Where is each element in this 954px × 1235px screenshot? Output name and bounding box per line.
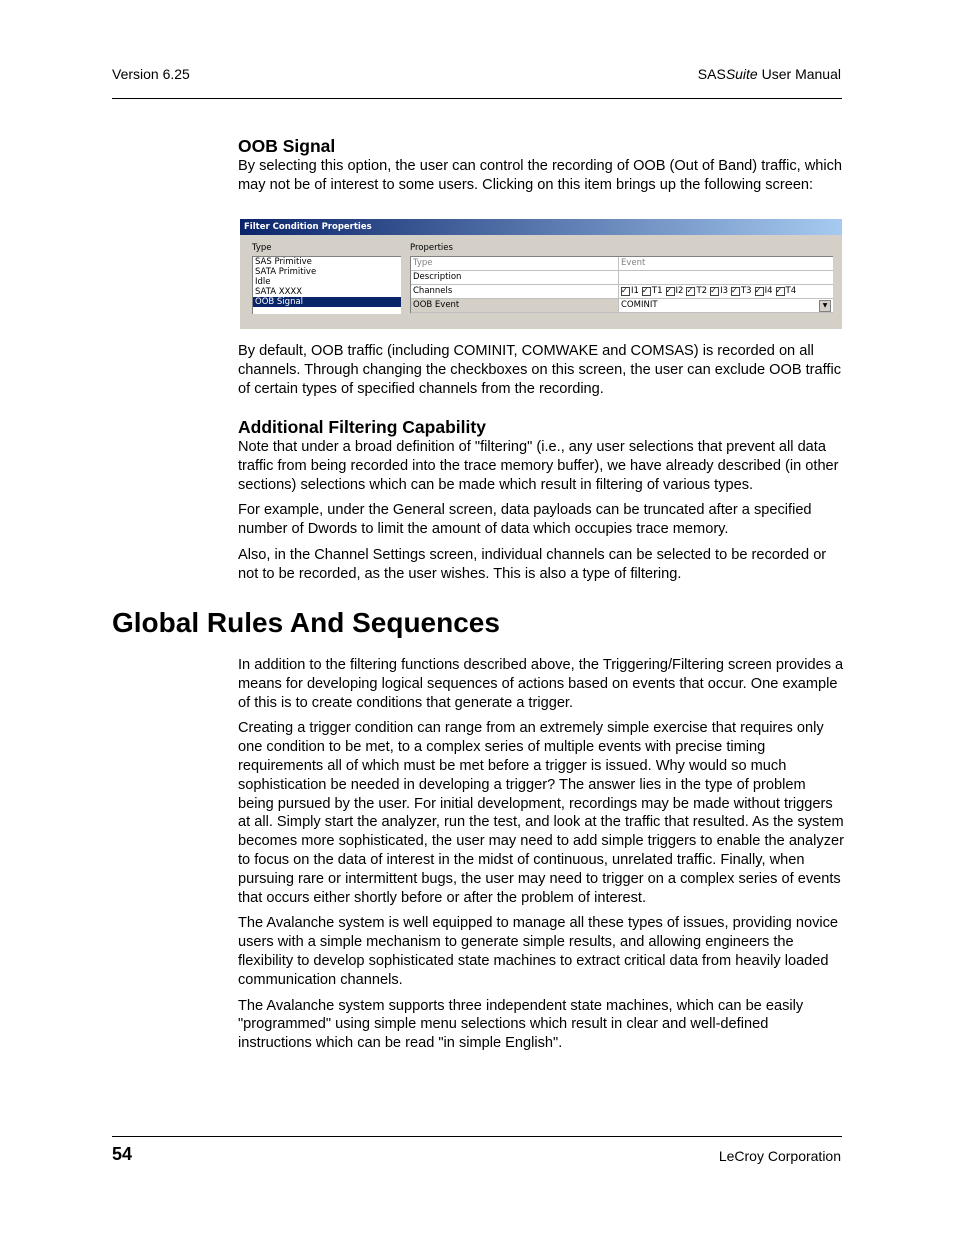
footer-rule bbox=[112, 1136, 842, 1137]
prop-row-description bbox=[411, 271, 833, 285]
global-rules-heading: Global Rules And Sequences bbox=[112, 607, 500, 638]
footer-company: LeCroy Corporation bbox=[718, 1148, 841, 1164]
dropdown-arrow-icon[interactable]: ▼ bbox=[819, 300, 831, 312]
type-label: Type bbox=[252, 243, 272, 253]
prop-key: OOB Event bbox=[411, 299, 619, 312]
global-section bbox=[238, 656, 844, 1053]
manual-italic: Suite bbox=[725, 66, 758, 82]
global-p3: The Avalanche system is well equipped to manage all these types of issues, providing novice users with a simple mechanism to generate simple results, and allowing engineers the flexibility to develop sophisticated state machines to extract critical data from heavily loaded communication channels. bbox=[238, 915, 839, 988]
additional-heading: Additional Filtering Capability bbox=[238, 417, 486, 437]
oob-section bbox=[238, 135, 844, 195]
prop-row-type bbox=[411, 257, 833, 271]
additional-section bbox=[238, 416, 844, 584]
channel-checkbox[interactable]: ✓ T3 bbox=[731, 285, 752, 298]
channel-checkbox[interactable]: ✓ T1 bbox=[642, 285, 663, 298]
channel-checkbox[interactable]: ✓ I3 bbox=[710, 285, 728, 298]
channel-checkboxes bbox=[619, 285, 833, 298]
type-item-selected[interactable]: OOB Signal bbox=[253, 297, 401, 307]
additional-p3: Also, in the Channel Settings screen, individual channels can be selected to be recorded or not to be recorded, as the user wishes. This is also a type of filtering. bbox=[238, 546, 827, 582]
channel-checkbox[interactable]: ✓ T4 bbox=[776, 285, 797, 298]
channel-checkbox[interactable]: ✓ T2 bbox=[686, 285, 707, 298]
oob-event-dropdown[interactable] bbox=[621, 299, 833, 312]
properties-label: Properties bbox=[410, 243, 453, 253]
channel-checkbox[interactable]: ✓ I4 bbox=[755, 285, 773, 298]
oob-event-cell bbox=[619, 299, 833, 312]
oob-after-text: By default, OOB traffic (including COMINIT, COMWAKE and COMSAS) is recorded on all channels. Through changing the checkboxes on this screen, the user can exclude OOB traffic of certain types of specified channels from the recording. bbox=[238, 343, 842, 397]
header-manual-title bbox=[698, 66, 841, 82]
filter-condition-dialog bbox=[240, 219, 842, 329]
oob-intro: By selecting this option, the user can control the recording of OOB (Out of Band) traffic, which may not be of interest to some users. Clicking on this item brings up the following screen: bbox=[238, 158, 843, 193]
prop-value[interactable] bbox=[619, 271, 833, 284]
channel-checkbox[interactable]: ✓ I1 bbox=[621, 285, 639, 298]
type-item[interactable]: Idle bbox=[255, 277, 271, 287]
properties-grid bbox=[410, 256, 833, 313]
additional-p1: Note that under a broad definition of "filtering" (i.e., any user selections that prevent all data traffic from being recorded into the trace memory buffer), we have already described (in other sections) selections which can be made which result in filtering of various types. bbox=[238, 439, 839, 493]
header-version: Version 6.25 bbox=[112, 66, 190, 82]
oob-event-value: COMINIT bbox=[621, 300, 658, 310]
manual-suffix: User Manual bbox=[757, 66, 841, 82]
page-number: 54 bbox=[112, 1144, 133, 1164]
prop-row-oob-event bbox=[411, 299, 833, 313]
type-item[interactable]: SATA Primitive bbox=[255, 267, 317, 277]
additional-p2: For example, under the General screen, data payloads can be truncated after a specified number of Dwords to limit the amount of data which occupies trace memory. bbox=[238, 502, 812, 538]
global-p4: The Avalanche system supports three independent state machines, which can be easily "programmed" using simple menu selections which result in clear and well-defined instructions which can be read "in simple English". bbox=[238, 997, 804, 1052]
oob-heading: OOB Signal bbox=[238, 136, 336, 156]
header-rule bbox=[112, 98, 842, 99]
type-list[interactable] bbox=[252, 256, 401, 314]
manual-prefix: SAS bbox=[697, 66, 726, 82]
global-p2: Creating a trigger condition can range from an extremely simple exercise that requires only one condition to be met, to a complex series of multiple events with precise timing requirements all of which must be met before a trigger is issued. Why would so much sophistication be needed in developing a trigger? The answer lies in the type of problem being pursued by the user. For initial development, recordings may be made without triggers at all. Simply start the analyzer, run the test, and look at the traffic that resulted. As the system becomes more sophisticated, the user may need to add simple triggers to enable the analyzer to focus on the data of interest in the midst of continuous, unrelated traffic. Finally, when pursuing rare or intermittent bugs, the user may need to trigger on a complex series of events that occurs either shortly before or after the problem of interest. bbox=[238, 720, 844, 906]
prop-key: Channels bbox=[411, 285, 619, 298]
type-item[interactable]: SATA XXXX bbox=[255, 287, 303, 297]
type-item[interactable]: SAS Primitive bbox=[255, 257, 312, 267]
channel-checkbox[interactable]: ✓ I2 bbox=[666, 285, 684, 298]
prop-key: Description bbox=[411, 271, 619, 284]
prop-row-channels bbox=[411, 285, 833, 299]
prop-key: Type bbox=[411, 257, 619, 270]
prop-value: Event bbox=[621, 258, 646, 268]
dialog-title: Filter Condition Properties bbox=[240, 219, 842, 235]
oob-after bbox=[238, 342, 844, 398]
global-p1: In addition to the filtering functions described above, the Triggering/Filtering screen provides a means for developing logical sequences of actions based on events that occur. One example of this is to create conditions that generate a trigger. bbox=[238, 657, 844, 711]
